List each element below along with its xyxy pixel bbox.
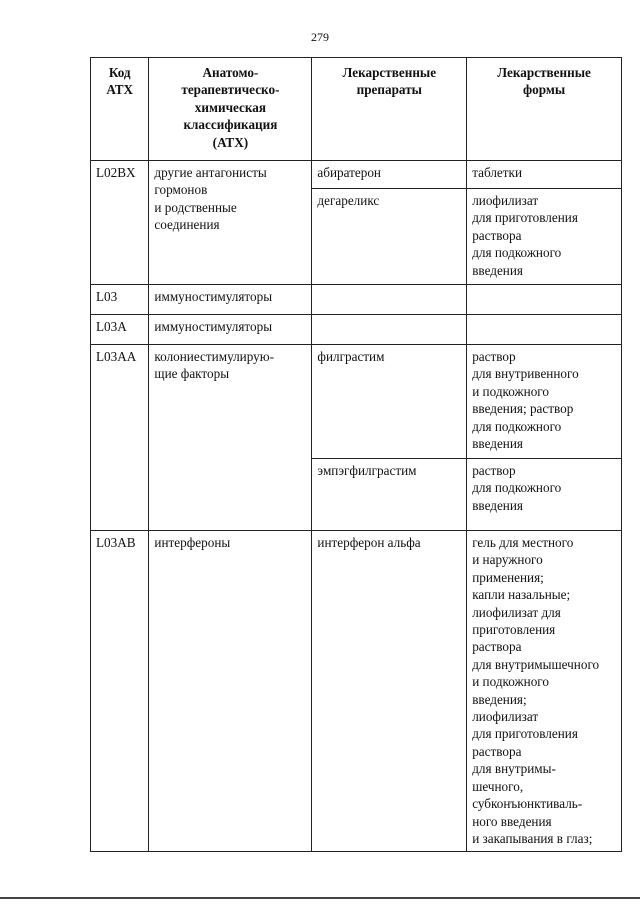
drug-cell: эмпэгфилграстим [312,459,467,531]
classification-cell: иммуностимуляторы [149,315,312,345]
table-row [91,285,622,315]
table-row [91,531,622,852]
header-classification: Анатомо- терапевтическо- химическая классификация (АТХ) [149,58,312,161]
table-row [91,345,622,459]
page-number: 279 [311,30,329,44]
form-cell [467,315,622,345]
code-cell: L03AB [91,531,149,852]
form-cell: раствор для подкожного введения [467,459,622,531]
atx-table [90,57,622,852]
drug-cell [312,315,467,345]
code-cell: L03AA [91,345,149,531]
form-cell: раствор для внутривенного и подкожного введения; раствор для подкожного введения [467,345,622,459]
drug-cell: интерферон альфа [312,531,467,852]
form-cell: таблетки [467,161,622,189]
scan-edge-line [0,897,640,899]
form-cell [467,285,622,315]
drug-cell: абиратерон [312,161,467,189]
code-cell: L03 [91,285,149,315]
table-row [91,161,622,189]
classification-cell: другие антагонисты гормонов и родственные соединения [149,161,312,285]
header-forms: Лекарственные формы [467,58,622,161]
table-row [91,315,622,345]
drug-cell: дегареликс [312,189,467,285]
form-cell: лиофилизат для приготовления раствора для подкожного введения [467,189,622,285]
drug-cell [312,285,467,315]
header-drugs: Лекарственные препараты [312,58,467,161]
drug-cell: филграстим [312,345,467,459]
classification-cell: интерфероны [149,531,312,852]
code-cell: L02BX [91,161,149,285]
form-cell: гель для местного и наружного применения; капли назальные; лиофилизат для приготовления раствора для внутримышечного и подкожного введения; лиофилизат для приготовления раствора для внутримы- шечного, субконъюнктиваль- ного введения и закапывания в глаз; [467,531,622,852]
classification-cell: колониестимулирую- щие факторы [149,345,312,531]
code-cell: L03A [91,315,149,345]
classification-cell: иммуностимуляторы [149,285,312,315]
header-row [91,58,622,161]
header-code: Код АТХ [91,58,149,161]
